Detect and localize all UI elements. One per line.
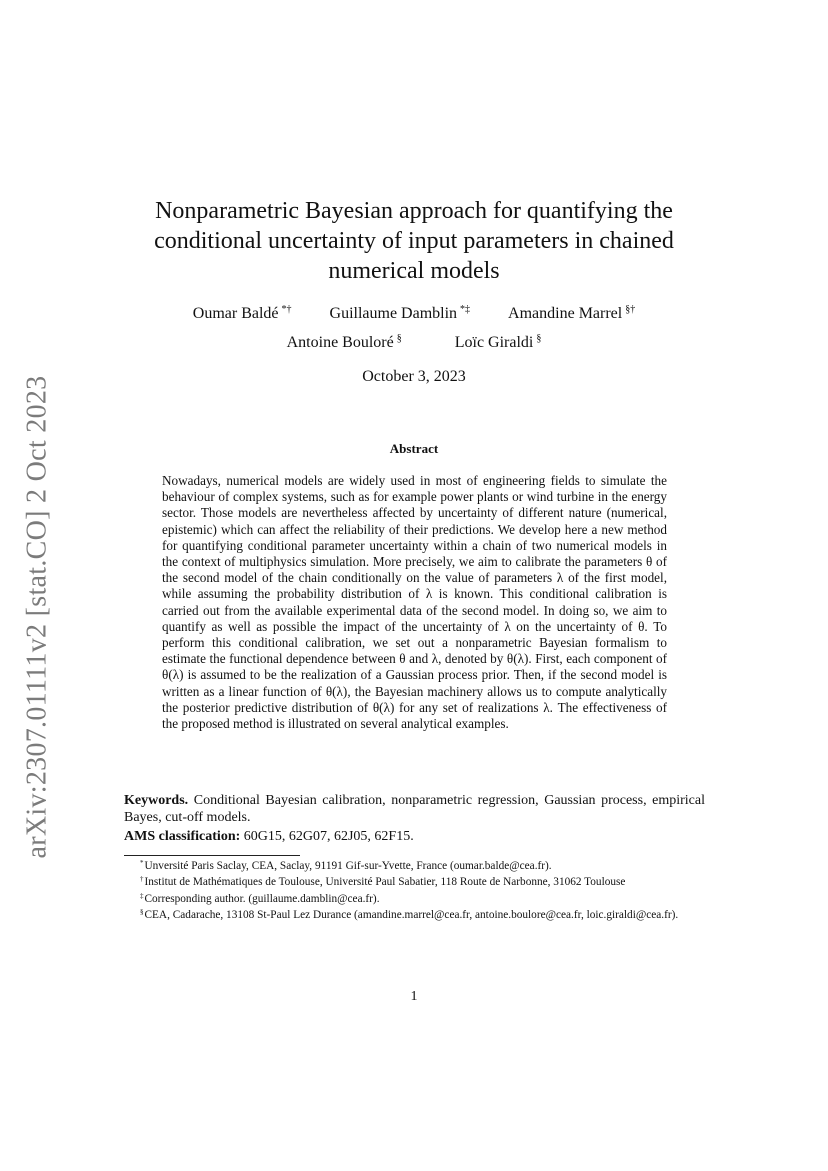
keywords-line <box>124 792 705 826</box>
abstract-heading: Abstract <box>389 441 439 456</box>
author-list-row-2 <box>125 333 703 353</box>
author-guillaume-damblin <box>330 304 471 324</box>
footnotes <box>124 859 705 924</box>
author-affiliation-marks: §† <box>625 304 636 315</box>
footnote-text: Unversité Paris Saclay, CEA, Saclay, 91191 Gif-sur-Yvette, France (oumar.balde@cea.fr). <box>144 860 552 872</box>
footnote-affiliation-cadarache <box>124 908 705 923</box>
author-name: Amandine Marrel <box>508 305 623 322</box>
footnote-mark: † <box>140 875 144 884</box>
paper-title: Nonparametric Bayesian approach for quantifying the conditional uncertainty of input parameters in chained numerical models <box>154 198 674 284</box>
author-oumar-balde <box>193 304 292 324</box>
footnote-text: Institut de Mathématiques de Toulouse, Université Paul Sabatier, 118 Route de Narbonne, 31062 Toulouse <box>144 876 626 889</box>
author-affiliation-marks: § <box>536 333 542 344</box>
footnote-affiliation-saclay <box>124 859 705 874</box>
footnote-separator <box>124 855 300 856</box>
ams-classification-codes: 60G15, 62G07, 62J05, 62F15. <box>243 829 414 844</box>
author-antoine-boulore <box>287 333 402 353</box>
footnote-text: CEA, Cadarache, 13108 St-Paul Lez Durance (amandine.marrel@cea.fr, antoine.boulore@cea.fr, loic.giraldi@cea.fr). <box>144 908 679 921</box>
author-amandine-marrel <box>508 304 635 324</box>
author-name: Oumar Baldé <box>192 305 279 322</box>
author-name: Guillaume Damblin <box>329 305 458 322</box>
footnote-mark: * <box>140 859 144 867</box>
author-affiliation-marks: *‡ <box>460 304 471 315</box>
ams-classification-line <box>124 828 705 845</box>
author-affiliation-marks: § <box>396 333 402 344</box>
author-name: Antoine Bouloré <box>286 334 394 351</box>
author-loic-giraldi <box>455 333 542 353</box>
abstract-text: Nowadays, numerical models are widely used in most of engineering fields to simulate the behaviour of complex systems, such as for example power plants or wind turbine in the energy sector. Those models are nevertheless affected by uncertainty of different nature (numerical, epistemic) which can affect the reliability of their predictions. We develop here a new method for quantifying conditional parameter uncertainty within a chain of two numerical models in the context of multiphysics simulation. More precisely, we aim to calibrate the parameters θ of the second model of the chain conditionally on the value of parameters λ of the first model, while assuming the probability distribution of λ is known. This conditional calibration is carried out from the available experimental data of the second model. In doing so, we aim to quantify as well as possible the impact of the uncertainty of λ on the uncertainty of θ. To perform this conditional calibration, we set out a nonparametric Bayesian formalism to estimate the functional dependence between θ and λ, denoted by θ(λ). First, each component of θ(λ) is assumed to be the realization of a Gaussian process prior. Then, if the second model is written as a linear function of θ(λ), the Bayesian machinery allows us to compute analytically the posterior predictive distribution of θ(λ) for any set of realizations λ. The effectiveness of the proposed method is illustrated on several analytical examples. <box>162 473 667 732</box>
footnote-text: Corresponding author. (guillaume.damblin@cea.fr). <box>144 892 380 905</box>
page-number: 1 <box>410 989 418 1004</box>
publication-date: October 3, 2023 <box>362 368 466 385</box>
keywords-label: Keywords. <box>124 793 189 808</box>
footnote-mark: ‡ <box>140 891 144 900</box>
ams-classification-label: AMS classification: <box>124 829 241 844</box>
footnote-mark: § <box>140 907 144 916</box>
keywords-text: Conditional Bayesian calibration, nonparametric regression, Gaussian process, empirical Bayes, cut-off models. <box>124 793 705 825</box>
footnote-affiliation-toulouse <box>124 875 705 890</box>
author-list-row-1 <box>125 304 703 324</box>
author-name: Loïc Giraldi <box>454 334 534 351</box>
author-affiliation-marks: *† <box>281 304 292 315</box>
arxiv-identifier-text: arXiv:2307.01111v2 [stat.CO] 2 Oct 2023 <box>21 375 53 859</box>
footnote-corresponding-author <box>124 892 705 907</box>
